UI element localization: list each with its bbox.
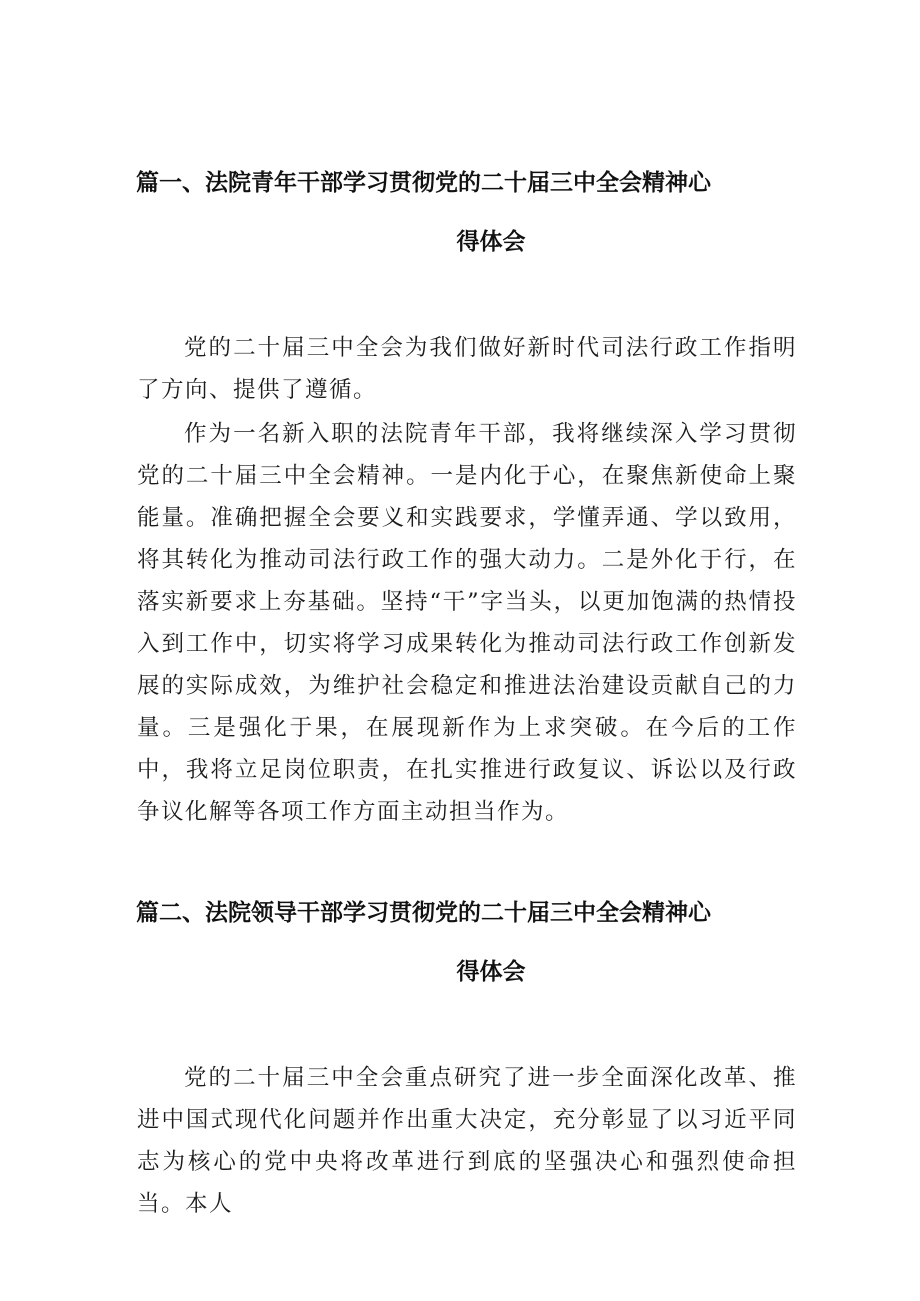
section-2-title-line1: 篇二、法院领导干部学习贯彻党的二十届三中全会精神心 bbox=[136, 900, 711, 926]
section-2-title-line2: 得体会 bbox=[456, 958, 526, 985]
section-1-title bbox=[136, 165, 776, 261]
section-1-title-line2: 得体会 bbox=[456, 228, 526, 255]
section-1-paragraph-2: 作为一名新入职的法院青年干部，我将继续深入学习贯彻党的二十届三中全会精神。一是内化于心，在聚焦新使命上聚能量。准确把握全会要义和实践要求，学懂弄通、学以致用，将其转化为推动司法行政工作的强大动力。二是外化于行，在落实新要求上夯基础。坚持“干”字当头，以更加饱满的热情投入到工作中，切实将学习成果转化为推动司法行政工作创新发展的实际成效，为维护社会稳定和推进法治建设贡献自己的力量。三是强化于果，在展现新作为上求突破。在今后的工作中，我将立足岗位职责，在扎实推进行政复议、诉讼以及行政争议化解等各项工作方面主动担当作为。 bbox=[137, 421, 797, 825]
section-2-paragraph-1: 党的二十届三中全会重点研究了进一步全面深化改革、推进中国式现代化问题并作出重大决定，充分彰显了以习近平同志为核心的党中央将改革进行到底的坚强决心和强烈使命担当。本人 bbox=[137, 1065, 797, 1217]
section-1-paragraph-1: 党的二十届三中全会为我们做好新时代司法行政工作指明了方向、提供了遵循。 bbox=[137, 335, 797, 403]
section-1-title-line1: 篇一、法院青年干部学习贯彻党的二十届三中全会精神心 bbox=[136, 170, 711, 196]
section-2-title bbox=[136, 895, 776, 991]
